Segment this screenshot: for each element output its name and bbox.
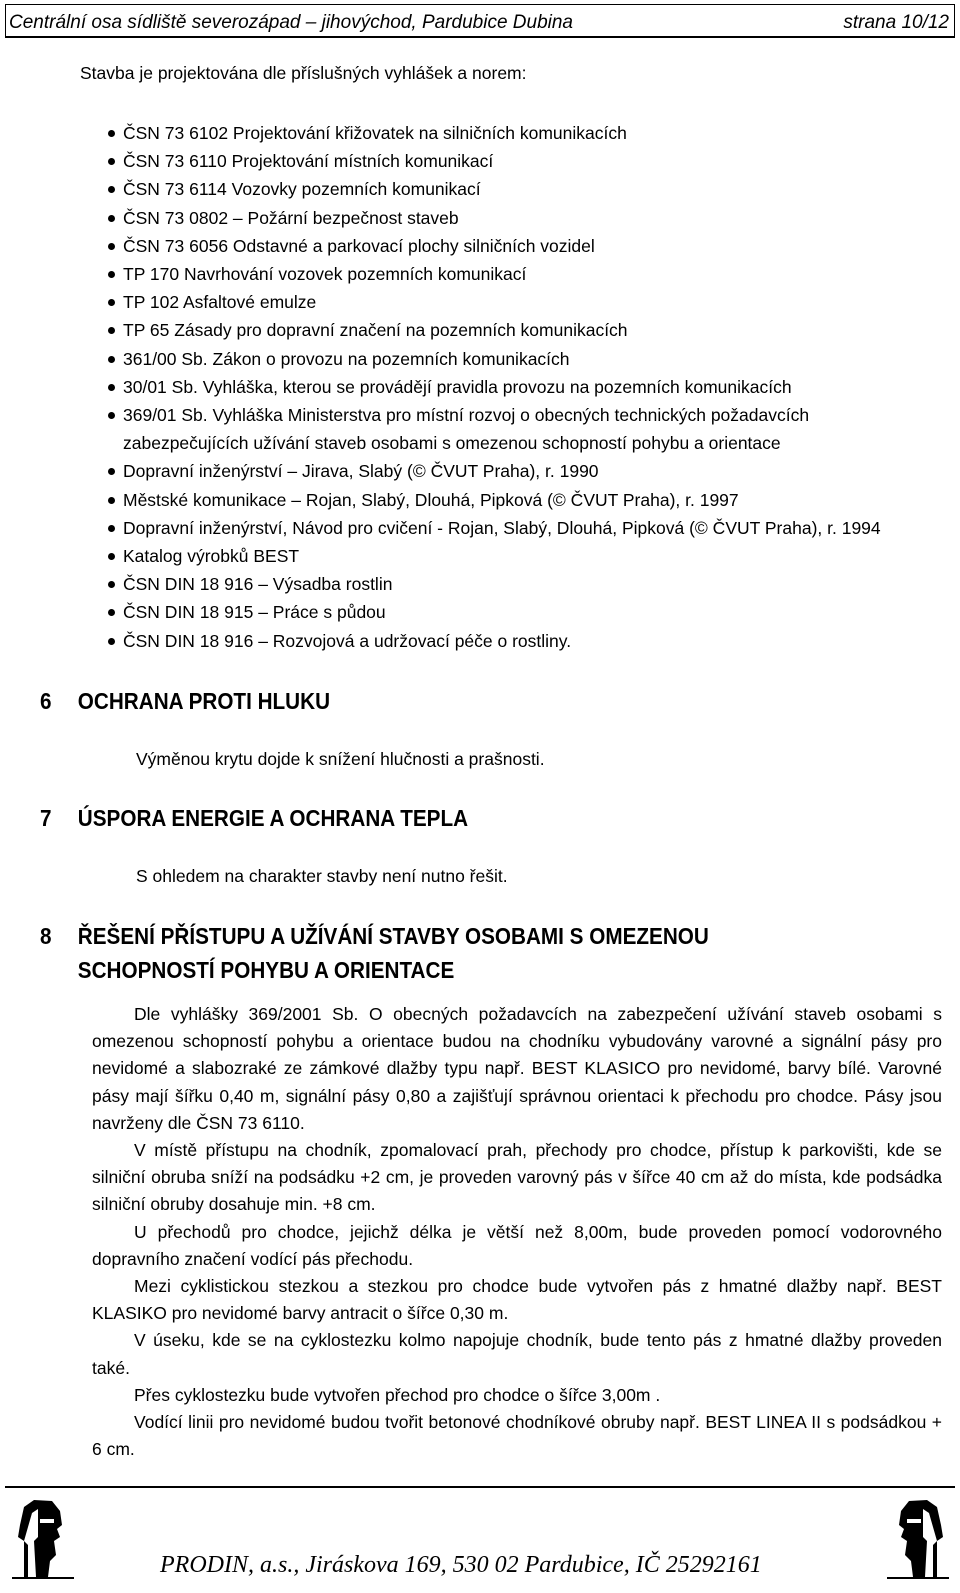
bullet-icon	[108, 215, 115, 222]
list-item: ČSN DIN 18 916 – Rozvojová a udržovací péče o rostliny.	[108, 627, 958, 655]
paragraph: V místě přístupu na chodník, zpomalovací prah, přechody pro chodce, přístup k parkovišti, kde se silniční obruba sníží na podsádku +2 cm, je proveden varovný pás v šířce 40 cm až do místa, kde podsádka silniční obruby dosahuje min. +8 cm.	[92, 1140, 942, 1215]
section-heading-6	[40, 684, 330, 718]
list-item: TP 102 Asfaltové emulze	[108, 288, 958, 316]
standards-list	[108, 119, 958, 655]
header-page-number: strana 10/12	[843, 12, 949, 33]
footer-company-address: PRODIN, a.s., Jiráskova 169, 530 02 Pardubice, IČ 25292161	[160, 1552, 762, 1578]
section-title: ÚSPORA ENERGIE A OCHRANA TEPLA	[77, 805, 469, 831]
header-title: Centrální osa sídliště severozápad – jihovýchod, Pardubice Dubina	[9, 12, 573, 33]
section-number: 8	[40, 923, 52, 949]
bullet-icon	[108, 186, 115, 193]
list-item: 30/01 Sb. Vyhláška, kterou se provádějí pravidla provozu na pozemních komunikacích	[108, 373, 958, 401]
moai-statue-icon	[885, 1497, 951, 1579]
list-item: Katalog výrobků BEST	[108, 542, 958, 570]
list-item-continuation: zabezpečujících užívání staveb osobami s omezenou schopností pohybu a orientace	[123, 433, 781, 454]
section-title-line-2: SCHOPNOSTÍ POHYBU A ORIENTACE	[77, 957, 455, 983]
bullet-icon	[108, 130, 115, 137]
list-item: TP 65 Zásady pro dopravní značení na pozemních komunikacích	[108, 316, 958, 344]
paragraph: Vodící linii pro nevidomé budou tvořit betonové chodníkové obruby např. BEST LINEA II s podsádkou + 6 cm.	[92, 1412, 942, 1460]
section-7-text: S ohledem na charakter stavby není nutno řešit.	[136, 866, 508, 886]
intro-text: Stavba je projektována dle příslušných vyhlášek a norem:	[80, 63, 527, 83]
section-heading-7	[40, 801, 468, 835]
list-item: Dopravní inženýrství, Návod pro cvičení - Rojan, Slabý, Dlouhá, Pipková (© ČVUT Praha), r. 1994	[108, 514, 958, 542]
bullet-icon	[108, 158, 115, 165]
bullet-icon	[108, 299, 115, 306]
bullet-icon	[108, 581, 115, 588]
list-item: Dopravní inženýrství – Jirava, Slabý (© ČVUT Praha), r. 1990	[108, 457, 958, 485]
section-title-line-1: ŘEŠENÍ PŘÍSTUPU A UŽÍVÁNÍ STAVBY OSOBAMI S OMEZENOU	[77, 923, 709, 949]
bullet-icon	[108, 609, 115, 616]
bullet-icon	[108, 271, 115, 278]
list-item: ČSN DIN 18 916 – Výsadba rostlin	[108, 570, 958, 598]
paragraph: Přes cyklostezku bude vytvořen přechod pro chodce o šířce 3,00m .	[134, 1384, 661, 1405]
section-8-body	[92, 1001, 942, 1463]
list-item: ČSN 73 6114 Vozovky pozemních komunikací	[108, 175, 958, 203]
list-item: TP 170 Navrhování vozovek pozemních komunikací	[108, 260, 958, 288]
list-item: Městské komunikace – Rojan, Slabý, Dlouhá, Pipková (© ČVUT Praha), r. 1997	[108, 486, 958, 514]
section-number: 6	[40, 688, 52, 714]
page-header	[5, 4, 955, 38]
paragraph: U přechodů pro chodce, jejichž délka je větší než 8,00m, bude proveden pomocí vodorovného dopravního značení vodící pás přechodu.	[92, 1221, 942, 1269]
paragraph: Mezi cyklistickou stezkou a stezkou pro chodce bude vytvořen pás z hmatné dlažby např. BEST KLASIKO pro nevidomé barvy antracit o šířce 0,30 m.	[92, 1276, 942, 1324]
footer-divider	[5, 1486, 955, 1488]
list-item: ČSN 73 6102 Projektování křižovatek na silničních komunikacích	[108, 119, 958, 147]
list-item: ČSN DIN 18 915 – Práce s půdou	[108, 598, 958, 626]
bullet-icon	[108, 553, 115, 560]
paragraph: Dle vyhlášky 369/2001 Sb. O obecných požadavcích na zabezpečení užívání staveb osobami s omezenou schopností pohybu a orientace budou na chodníku vybudovány varovné a signální pásy pro nevidomé a slabozraké ze zámkové dlažby typu např. BEST KLASICO pro nevidomé, barvy bílé. Varovné pásy mají šířku 0,40 m, signální pásy 0,80 a zajišťují správnou orientaci k přechodu pro chodce. Pásy jsou navrženy dle ČSN 73 6110.	[92, 1004, 942, 1133]
section-number: 7	[40, 805, 52, 831]
list-item: ČSN 73 6056 Odstavné a parkovací plochy silničních vozidel	[108, 232, 958, 260]
list-item: 361/00 Sb. Zákon o provozu na pozemních komunikacích	[108, 345, 958, 373]
moai-statue-icon	[10, 1497, 76, 1579]
bullet-icon	[108, 356, 115, 363]
bullet-icon	[108, 468, 115, 475]
bullet-icon	[108, 384, 115, 391]
list-item: ČSN 73 6110 Projektování místních komunikací	[108, 147, 958, 175]
bullet-icon	[108, 638, 115, 645]
bullet-icon	[108, 412, 115, 419]
bullet-icon	[108, 497, 115, 504]
paragraph: V úseku, kde se na cyklostezku kolmo napojuje chodník, bude tento pás z hmatné dlažby proveden také.	[92, 1330, 942, 1378]
bullet-icon	[108, 327, 115, 334]
bullet-icon	[108, 243, 115, 250]
section-heading-8	[40, 919, 709, 987]
list-item: 369/01 Sb. Vyhláška Ministerstva pro místní rozvoj o obecných technických požadavcích	[108, 401, 958, 429]
bullet-icon	[108, 525, 115, 532]
list-item: ČSN 73 0802 – Požární bezpečnost staveb	[108, 204, 958, 232]
section-6-text: Výměnou krytu dojde k snížení hlučnosti a prašnosti.	[136, 749, 545, 769]
section-title: OCHRANA PROTI HLUKU	[77, 688, 331, 714]
